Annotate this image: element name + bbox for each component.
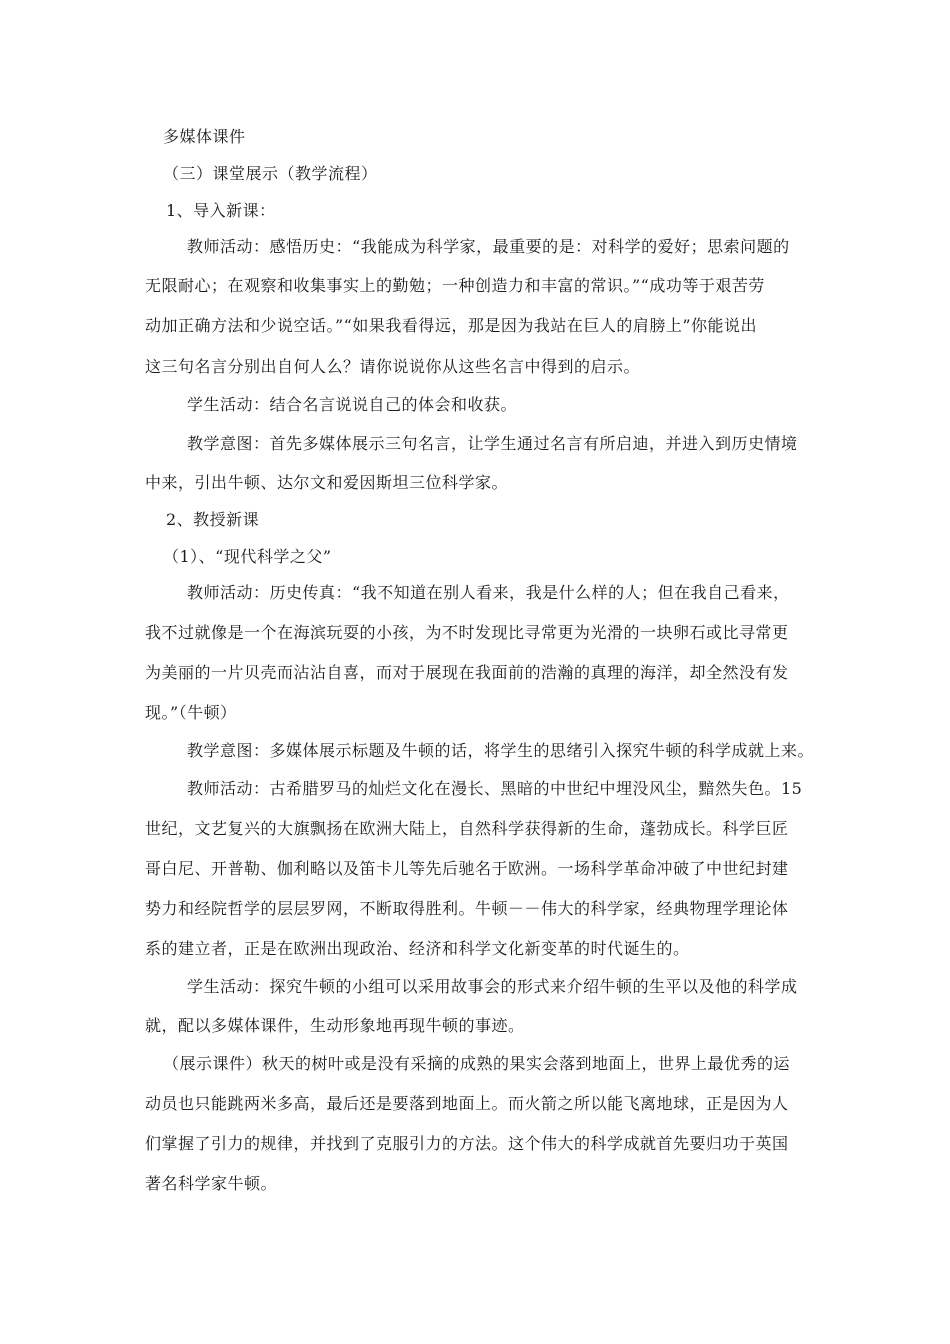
paragraph-line: 学生活动：探究牛顿的小组可以采用故事会的形式来介绍牛顿的生平以及他的科学成	[187, 977, 798, 996]
paragraph-line: 为美丽的一片贝壳而沾沾自喜，而对于展现在我面前的浩瀚的真理的海洋，却全然没有发	[145, 663, 789, 682]
paragraph-line: 教师活动：历史传真：“我不知道在别人看来，我是什么样的人；但在我自己看来，	[187, 583, 790, 602]
heading-teach-new-lesson: 2、教授新课	[166, 510, 260, 529]
paragraph-line: （展示课件）秋天的树叶或是没有采摘的成熟的果实会落到地面上，世界上最优秀的运	[163, 1054, 791, 1073]
paragraph-line: 们掌握了引力的规律，并找到了克服引力的方法。这个伟大的科学成就首先要归功于英国	[145, 1134, 789, 1153]
paragraph-line: 教师活动：古希腊罗马的灿烂文化在漫长、黑暗的中世纪中埋没风尘，黯然失色。15	[187, 779, 803, 798]
paragraph-line: 教学意图：首先多媒体展示三句名言，让学生通过名言有所启迪，并进入到历史情境	[187, 434, 798, 453]
paragraph-line: 中来，引出牛顿、达尔文和爱因斯坦三位科学家。	[145, 473, 509, 492]
paragraph-line: 教师活动：感悟历史：“我能成为科学家，最重要的是：对科学的爱好；思索问题的	[187, 237, 790, 256]
heading-intro-new-lesson: 1、导入新课：	[166, 201, 276, 220]
heading-father-of-modern-science: （1）、“现代科学之父”	[163, 547, 332, 566]
paragraph-line: 就，配以多媒体课件，生动形象地再现牛顿的事迹。	[145, 1016, 525, 1035]
paragraph-line: 动加正确方法和少说空话。”“如果我看得远，那是因为我站在巨人的肩膀上”你能说出	[145, 316, 758, 335]
paragraph-line: 现。”（牛顿）	[145, 703, 237, 722]
paragraph-line: 这三句名言分别出自何人么？请你说说你从这些名言中得到的启示。	[145, 357, 641, 376]
paragraph-line: 势力和经院哲学的层层罗网，不断取得胜利。牛顿－－伟大的科学家，经典物理学理论体	[145, 899, 789, 918]
paragraph-line: 教学意图：多媒体展示标题及牛顿的话，将学生的思绪引入探究牛顿的科学成就上来。	[187, 741, 815, 760]
paragraph-line: 哥白尼、开普勒、伽利略以及笛卡儿等先后驰名于欧洲。一场科学革命冲破了中世纪封建	[145, 859, 789, 878]
paragraph-line: 世纪，文艺复兴的大旗飘扬在欧洲大陆上，自然科学获得新的生命，蓬勃成长。科学巨匠	[145, 819, 789, 838]
heading-multimedia: 多媒体课件	[163, 127, 246, 146]
paragraph-line: 学生活动：结合名言说说自己的体会和收获。	[187, 395, 518, 414]
paragraph-line: 我不过就像是一个在海滨玩耍的小孩，为不时发现比寻常更为光滑的一块卵石或比寻常更	[145, 623, 789, 642]
paragraph-line: 动员也只能跳两米多高，最后还是要落到地面上。而火箭之所以能飞离地球，正是因为人	[145, 1094, 789, 1113]
paragraph-line: 系的建立者，正是在欧洲出现政治、经济和科学文化新变革的时代诞生的。	[145, 939, 690, 958]
heading-classroom-display: （三）课堂展示（教学流程）	[163, 164, 378, 183]
paragraph-line: 著名科学家牛顿。	[145, 1174, 278, 1193]
paragraph-line: 无限耐心；在观察和收集事实上的勤勉；一种创造力和丰富的常识。”“成功等于艰苦劳	[145, 276, 765, 295]
